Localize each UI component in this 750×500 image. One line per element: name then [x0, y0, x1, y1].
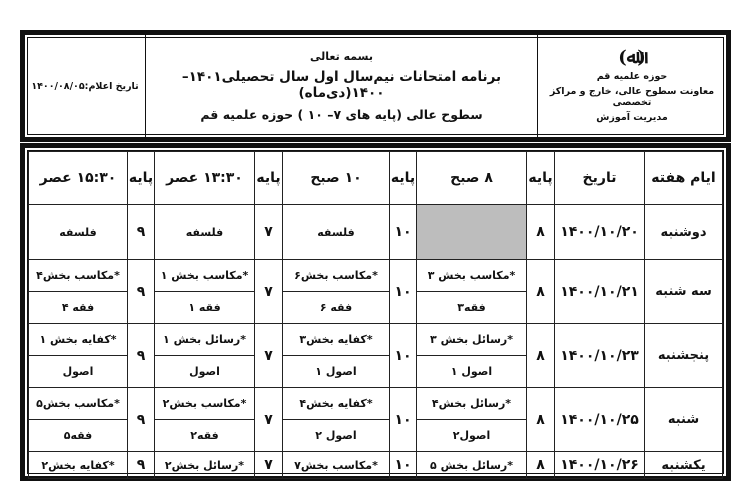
- date-cell: ۱۴۰۰/۱۰/۲۱: [555, 260, 645, 324]
- col-header-base: پایه: [255, 152, 283, 205]
- course-cell: فقه ۶: [283, 292, 390, 324]
- base-cell: ۸: [527, 388, 555, 452]
- iran-emblem-icon: (ﷲ): [618, 47, 646, 68]
- base-cell: ۷: [255, 205, 283, 260]
- course-cell: اصول: [29, 356, 128, 388]
- base-cell: ۸: [527, 205, 555, 260]
- subject-cell: *مکاسب بخش۵: [29, 388, 128, 420]
- subject-cell: *رسائل بخش۴: [417, 388, 527, 420]
- base-cell: ۹: [128, 324, 155, 388]
- exam-schedule-table-frame: [20, 143, 731, 481]
- subject-cell: *مکاسب بخش۴: [29, 260, 128, 292]
- subject-cell: *مکاسب بخش ۳: [417, 260, 527, 292]
- subject-cell: *مکاسب بخش۲: [155, 388, 255, 420]
- course-cell: فقه۵: [29, 420, 128, 452]
- announce-date: تاریخ اعلام:۱۴۰۰/۰۸/۰۵: [31, 80, 139, 92]
- course-cell: فقه۲: [155, 420, 255, 452]
- exam-schedule-table: [28, 151, 723, 479]
- subject-cell: *مکاسب بخش۷: [283, 452, 390, 479]
- course-cell: فقه ۴: [29, 292, 128, 324]
- course-cell: اصول ۱: [283, 356, 390, 388]
- col-header-day: ایام هفته: [645, 152, 723, 205]
- course-cell: اصول: [155, 356, 255, 388]
- organization-cell: [538, 35, 726, 137]
- date-cell: ۱۴۰۰/۱۰/۲۵: [555, 388, 645, 452]
- base-cell: ۷: [255, 324, 283, 388]
- course-cell: اصول ۱: [417, 356, 527, 388]
- table-row: [29, 324, 723, 356]
- day-cell: دوشنبه: [645, 205, 723, 260]
- col-header-8am: ۸ صبح: [417, 152, 527, 205]
- course-cell: فقه۳: [417, 292, 527, 324]
- day-cell: شنبه: [645, 388, 723, 452]
- day-cell: یکشنبه: [645, 452, 723, 479]
- base-cell: ۱۰: [390, 205, 417, 260]
- col-header-1330: ۱۳:۳۰ عصر: [155, 152, 255, 205]
- subject-cell: *مکاسب بخش ۱: [155, 260, 255, 292]
- subject-cell: *رسائل بخش ۱: [155, 324, 255, 356]
- base-cell: ۹: [128, 452, 155, 479]
- col-header-base: پایه: [128, 152, 155, 205]
- subject-cell: *رسائل بخش ۵: [417, 452, 527, 479]
- base-cell: ۸: [527, 260, 555, 324]
- page-title: برنامه امتحانات نیم‌سال اول سال تحصیلی۱۴۰۱–۱۴۰۰(دی‌ماه): [181, 69, 502, 101]
- org-name: حوزه علمیه قم: [596, 71, 668, 82]
- subject-cell: *کفایه بخش۳: [283, 324, 390, 356]
- subject-cell: *کفایه بخش ۱: [29, 324, 128, 356]
- col-header-10am: ۱۰ صبح: [283, 152, 390, 205]
- base-cell: ۷: [255, 260, 283, 324]
- day-cell: سه شنبه: [645, 260, 723, 324]
- base-cell: ۱۰: [390, 452, 417, 479]
- course-cell: فقه ۱: [155, 292, 255, 324]
- base-cell: ۱۰: [390, 260, 417, 324]
- course-cell: اصول ۲: [283, 420, 390, 452]
- document-header: [20, 30, 731, 142]
- empty-slot-cell: [417, 205, 527, 260]
- subject-cell: *مکاسب بخش۶: [283, 260, 390, 292]
- page-subtitle: سطوح عالی (پایه های ۷– ۱۰ ) حوزه علمیه قم: [200, 107, 483, 122]
- table-row: [29, 388, 723, 420]
- table-header-row: [29, 152, 723, 205]
- base-cell: ۱۰: [390, 388, 417, 452]
- subject-cell: *کفایه بخش۴: [283, 388, 390, 420]
- table-row: [29, 260, 723, 292]
- subject-cell: *کفایه بخش۲: [29, 452, 128, 479]
- bismillah: بسمه تعالی: [310, 50, 373, 63]
- base-cell: ۹: [128, 388, 155, 452]
- announce-date-cell: [25, 35, 146, 137]
- table-row: [29, 452, 723, 479]
- day-cell: پنجشنبه: [645, 324, 723, 388]
- base-cell: ۹: [128, 205, 155, 260]
- base-cell: ۸: [527, 452, 555, 479]
- subject-cell: *رسائل بخش ۳: [417, 324, 527, 356]
- col-header-base: پایه: [390, 152, 417, 205]
- subject-cell: *رسائل بخش۲: [155, 452, 255, 479]
- col-header-date: تاریخ: [555, 152, 645, 205]
- base-cell: ۱۰: [390, 324, 417, 388]
- base-cell: ۷: [255, 452, 283, 479]
- base-cell: ۹: [128, 260, 155, 324]
- base-cell: ۸: [527, 324, 555, 388]
- org-unit: مدیریت آموزش: [596, 112, 668, 123]
- subject-cell: فلسفه: [283, 205, 390, 260]
- date-cell: ۱۴۰۰/۱۰/۲۰: [555, 205, 645, 260]
- date-cell: ۱۴۰۰/۱۰/۲۳: [555, 324, 645, 388]
- course-cell: اصول۲: [417, 420, 527, 452]
- subject-cell: فلسفه: [155, 205, 255, 260]
- title-cell: [146, 35, 538, 137]
- subject-cell: فلسفه: [29, 205, 128, 260]
- col-header-1530: ۱۵:۳۰ عصر: [29, 152, 128, 205]
- table-row: [29, 205, 723, 260]
- date-cell: ۱۴۰۰/۱۰/۲۶: [555, 452, 645, 479]
- col-header-base: پایه: [527, 152, 555, 205]
- base-cell: ۷: [255, 388, 283, 452]
- org-department: معاونت سطوح عالی، خارج و مراکز تخصصی: [549, 86, 715, 108]
